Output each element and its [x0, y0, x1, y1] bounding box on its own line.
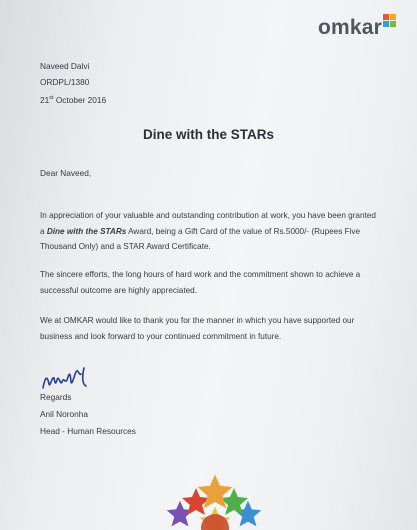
logo-text: omkar: [318, 16, 383, 39]
signatory-designation: Head - Human Resources: [40, 426, 136, 436]
paragraph-appreciation: The sincere efforts, the long hours of hard work and the commitment shown to achieve a successful outcome are highly appreciated.: [40, 270, 361, 295]
recipient-block: [40, 58, 106, 108]
letter-date: 21st October 2016: [40, 94, 107, 105]
paragraph-award: In appreciation of your valuable and outstanding contribution at work, you have been granted a Dine with the STARs Award, being a Gift Card of the value of Rs.5000/- (Rupees Five Thousand Only) and a STAR Award Certificate.: [40, 211, 376, 251]
recipient-name: Naveed Dalvi: [40, 61, 90, 71]
logo-squares-icon: [383, 14, 397, 28]
closing-block: [40, 389, 136, 440]
regards-text: Regards: [40, 392, 72, 402]
salutation: Dear Naveed,: [40, 168, 92, 178]
reference-number: ORDPL/1380: [40, 77, 90, 87]
letter-title: Dine with the STARs: [142, 127, 274, 142]
paragraph-thanks: We at OMKAR would like to thank you for the manner in which you have supported our business and look forward to your continued commitment in future.: [40, 316, 355, 341]
signatory-name: Anil Noronha: [40, 409, 88, 419]
company-logo: [318, 16, 382, 40]
star-award-badge-icon: [150, 470, 280, 530]
